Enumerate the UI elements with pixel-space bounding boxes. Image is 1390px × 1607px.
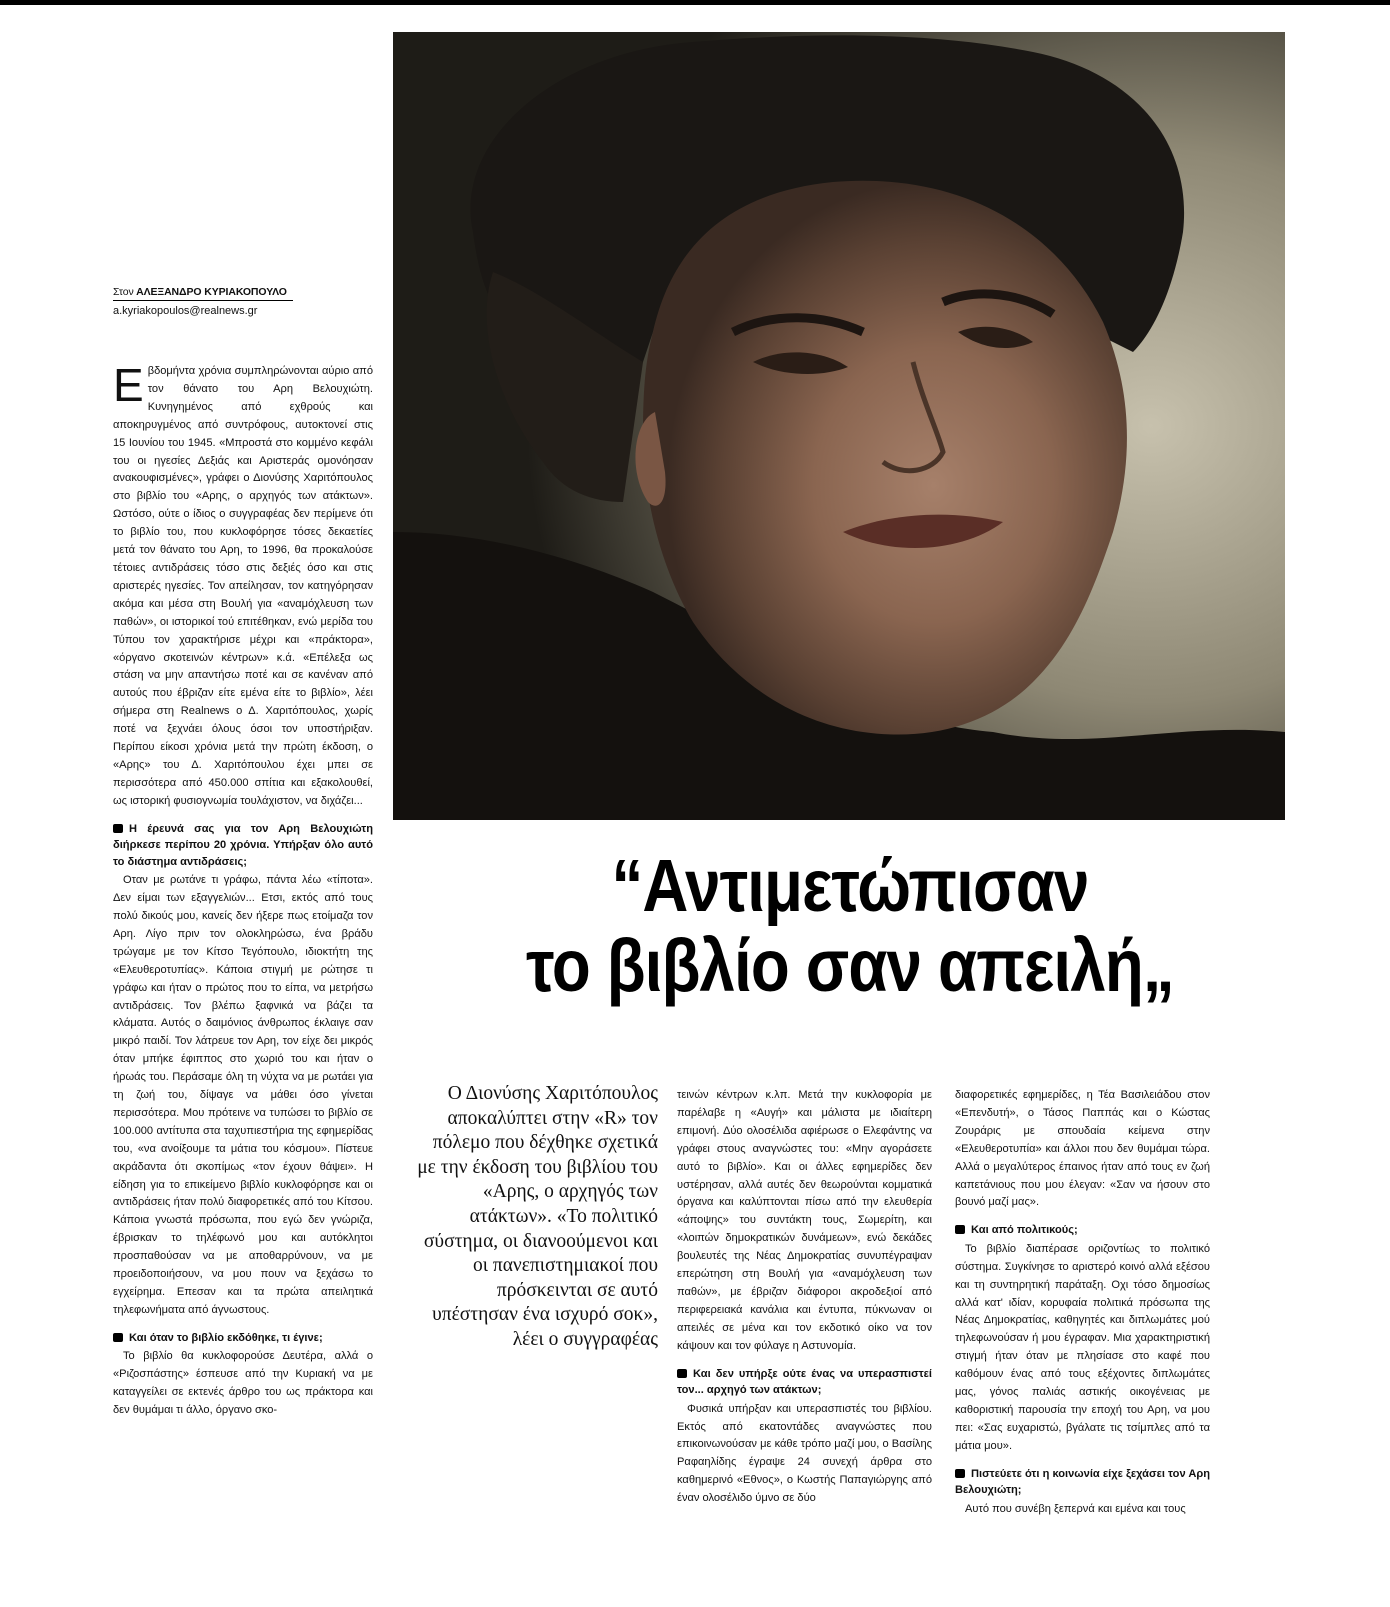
question-bullet-icon bbox=[113, 824, 123, 833]
question-3 bbox=[677, 1366, 932, 1399]
question-bullet-icon bbox=[955, 1469, 965, 1478]
headline-line-1: “Αντιμετώπισαν bbox=[611, 844, 1089, 927]
question-4 bbox=[955, 1222, 1210, 1239]
byline-author: ΑΛΕΞΑΝΔΡΟ ΚΥΡΙΑΚΟΠΟΥΛΟ bbox=[136, 286, 287, 298]
byline bbox=[113, 286, 293, 317]
answer-3-part-2: διαφορετικές εφημερίδες, η Τέα Βασιλειάδου στον «Επενδυτή», ο Τάσος Παππάς και ο Κώστας Ζουράρις με σπουδαία κείμενα στην «Ελευθεροτυπία» και άλλοι που δεν θυμάμαι τώρα. Αλλά ο μεγαλύτερος έπαινος ήταν από τους εν ζωή καπετάνιους που μου έλεγαν: «Σαν να ήσουν στο βουνό μαζί μας». bbox=[955, 1089, 1210, 1209]
deck-text: Ο Διονύσης Χαριτόπουλος αποκαλύπτει στην «R» τον πόλεμο που δέχθηκε σχετικά με την έκδοση του βιβλίου του «Αρης, ο αρχηγός των ατάκτων». «Το πολιτικό σύστημα, οι διανοούμενοι και οι πανεπιστημιακοί που πρόσκεινται σε αυτό υπέστησαν ένα ισχυρό σοκ», λέει ο συγγραφέας bbox=[417, 1083, 658, 1350]
question-2-text: Και όταν το βιβλίο εκδόθηκε, τι έγινε; bbox=[129, 1331, 323, 1344]
intro-paragraph bbox=[113, 359, 373, 811]
question-2 bbox=[113, 1330, 373, 1347]
question-1 bbox=[113, 821, 373, 871]
answer-4: Το βιβλίο διαπέρασε οριζοντίως το πολιτικό σύστημα. Συγκίνησε το αριστερό κοινό αλλά εξέσου και τη συντηρητική παράταξη. Οχι τόσο δημοσίως αλλά κατ' ιδίαν, κορυφαία πολιτικά πρόσωπα της Νέας Δημοκρατίας, καθηγητές και διπλωμάτες μού τηλεφωνούσαν ή μου έγραφαν. Μια χαρακτηριστική στιγμή ήταν όταν με πλησίασε στο καφέ που καθόμουν ένας από τους εξέχοντες διπλωμάτες μας, γόνος παλιάς αστικής οικογένειας με καθοριστική παρουσία την εποχή του Αρη, να μου πει: «Σας ευχαριστώ, βγάλατε τις τσίμπλες από τα μάτια μου». bbox=[955, 1242, 1210, 1452]
question-4-text: Και από πολιτικούς; bbox=[971, 1224, 1078, 1237]
headline-line-2: το βιβλίο σαν απειλή„ bbox=[526, 924, 1174, 1007]
answer-3-part-1: Φυσικά υπήρξαν και υπερασπιστές του βιβλίου. Εκτός από εκατοντάδες αναγνώστες που επικοινωνούσαν με κάθε τρόπο μαζί μου, ο Βασίλης Ραφαηλίδης έγραψε 24 συνεχή άρθρα στο καθημερινό «Εθνος», ο Κωστής Παπαγιώργης από έναν ολοσέλιδο ύμνο σε δύο bbox=[677, 1402, 932, 1505]
top-rule bbox=[0, 0, 1390, 5]
portrait-photo bbox=[393, 32, 1285, 820]
article-column-3 bbox=[677, 1087, 932, 1508]
drop-cap: Ε bbox=[113, 359, 144, 411]
article-column-1 bbox=[113, 359, 373, 1420]
byline-name bbox=[113, 286, 293, 301]
answer-2-part-1: Το βιβλίο θα κυκλοφορούσε Δευτέρα, αλλά ο «Ριζοσπάστης» έσπευσε από την Κυριακή να με καταγγείλει σε εκτενές άρθρο του ως πράκτορα και δεν θυμάμαι τι άλλο, όργανο σκο- bbox=[113, 1350, 373, 1417]
question-3-text: Και δεν υπήρξε ούτε ένας να υπερασπιστεί τον... αρχηγό των ατάκτων; bbox=[677, 1367, 932, 1397]
answer-5: Αυτό που συνέβη ξεπερνά και εμένα και τους bbox=[965, 1502, 1186, 1515]
answer-2-part-2: τεινών κέντρων κ.λπ. Μετά την κυκλοφορία με παρέλαβε η «Αυγή» και μάλιστα με ιδιαίτερη επιμονή. Δύο ολοσέλιδα αφιέρωσε ο Ελεφάντης να γράφει στους αναγνώστες του: «Μην αγοράσετε αυτό το βιβλίο». Και οι άλλες εφημερίδες δεν υστέρησαν, αλλά αυτές δεν θεωρούνται κομματικά όργανα και καλύπτονται πίσω από την ελευθερία «άποψης» του συντάκτη τους, Σωμερίτη, και «λοιπών δημοκρατικών δυνάμεων», ενώ δεκάδες βουλευτές της Νέας Δημοκρατίας συνυπέγραψαν επερώτηση στη Βουλή για «αναμόχλευση των παθών», με έβριζαν διάφοροι ακροδεξιοί από περιφερειακά κανάλια και έντυπα, πύκνωναν οι απειλές σε μένα και τον εκδοτικό οίκο να τον κάψουν και τον φύλαγε η Αστυνομία. bbox=[677, 1089, 932, 1352]
byline-email[interactable]: a.kyriakopoulos@realnews.gr bbox=[113, 305, 258, 317]
headline bbox=[400, 846, 1300, 1006]
question-bullet-icon bbox=[677, 1369, 687, 1378]
question-bullet-icon bbox=[955, 1225, 965, 1234]
intro-text: βδομήντα χρόνια συμπληρώνονται αύριο από τον θάνατο του Αρη Βελουχιώτη. Κυνηγημένος από εχθρούς και αποκηρυγμένος από συντρόφους, αυτοκτονεί στις 15 Ιουνίου του 1945. «Μπροστά στο κομμένο κεφάλι του οι ηγεσίες Δεξιάς και Αριστεράς ομονόησαν ανακουφισμένες», γράφει ο Διονύσης Χαριτόπουλος στο βιβλίο του «Αρης, ο αρχηγός των ατάκτων». Ωστόσο, ούτε ο ίδιος ο συγγραφέας δεν περίμενε ότι το βιβλίο του, που κυκλοφόρησε τόσες δεκαετίες μετά τον θάνατο του Αρη, το 1996, θα προκαλούσε τέτοιες αντιδράσεις τόσο στις δεξιές όσο και στις αριστερές ηγεσίες. Τον απείλησαν, τον κατηγόρησαν ακόμα και μέσα στη Βουλή για «αναμόχλευση των παθών», οι ιστορικοί τού επιτέθηκαν, ενώ μερίδα του Τύπου τον χαρακτήρισε μέχρι και «πράκτορα», «όργανο σκοτεινών κέντρων» κ.ά. «Επέλεξα ως στάση να μην απαντήσω ποτέ και σε κανέναν από αυτούς που έβριζαν είτε εμένα είτε το βιβλίο», λέει σήμερα στη Realnews ο Δ. Χαριτόπουλος, χωρίς ποτέ να ξεχνάει όλους όσοι τον υποστήριξαν. Περίπου είκοσι χρόνια μετά την πρώτη έκδοση, ο «Αρης» του Δ. Χαριτόπουλου έχει μπει σε περισσότερα από 450.000 σπίτια και εξακολουθεί, ως ιστορική φυσιογνωμία τουλάχιστον, να διχάζει... bbox=[113, 365, 373, 807]
answer-1: Οταν με ρωτάνε τι γράφω, πάντα λέω «τίποτα». Δεν είμαι των εξαγγελιών... Ετσι, εκτός από τους πολύ δικούς μου, κανείς δεν ήξερε πως ετοίμαζα τον Αρη. Λίγο πριν τον ολοκληρώσω, ένα βράδυ τρώγαμε με τον Κίτσο Τεγόπουλο, ιδιοκτήτη της «Ελευθεροτυπίας». Κάποια στιγμή με ρώτησε τι γράφω και ήταν ο πρώτος που το είπα, να μετρήσω αντιδράσεις. Τον βλέπω ξαφνικά να βάζει τα κλάματα. Αυτός ο δαιμόνιος άνθρωπος έκλαιγε σαν μικρό παιδί. Τον λάτρευε τον Αρη, τον είχε δει μικρός όταν μπήκε έφιππος στο χωριό του και ήταν ο ήρωάς του. Περάσαμε όλη τη νύχτα να με ρωτάει για τη ζωή του, δίψαγε να μάθει όσο γίνεται περισσότερα. Μου πρότεινε να τυπώσει το βιβλίο σε 100.000 αντίτυπα στα ταχυπιεστήρια της εφημερίδας του, «να ανοίξουμε τα μάτια του κόσμου». Πίστευε ακράδαντα ότι σκοπίμως «τον έχουν θάψει». Η είδηση για το επικείμενο βιβλίο κυκλοφόρησε και οι αντιδράσεις ήταν πολύ διαφορετικές από του Κίτσου. Κάποια γνωστά πρόσωπα, που εγώ δεν γνώριζα, έβρισκαν το τηλέφωνό μου και αυτόκλητοι προσπαθούσαν να με αποθαρρύνουν, να με προειδοποιήσουν, να μου πουν να ξεχάσω το εγχείρημα. Επεσαν και τα πρώτα απειλητικά τηλεφωνήματα από άγνωστους. bbox=[113, 874, 373, 1316]
article-column-4 bbox=[955, 1087, 1210, 1519]
question-5 bbox=[955, 1466, 1210, 1499]
byline-prefix: Στον bbox=[113, 286, 134, 298]
question-bullet-icon bbox=[113, 1333, 123, 1342]
question-1-text: Η έρευνά σας για τον Αρη Βελουχιώτη διήρκεσε περίπου 20 χρόνια. Υπήρξαν όλο αυτό το διάστημα αντιδράσεις; bbox=[113, 822, 373, 868]
question-5-text: Πιστεύετε ότι η κοινωνία είχε ξεχάσει τον Αρη Βελουχιώτη; bbox=[955, 1467, 1210, 1497]
